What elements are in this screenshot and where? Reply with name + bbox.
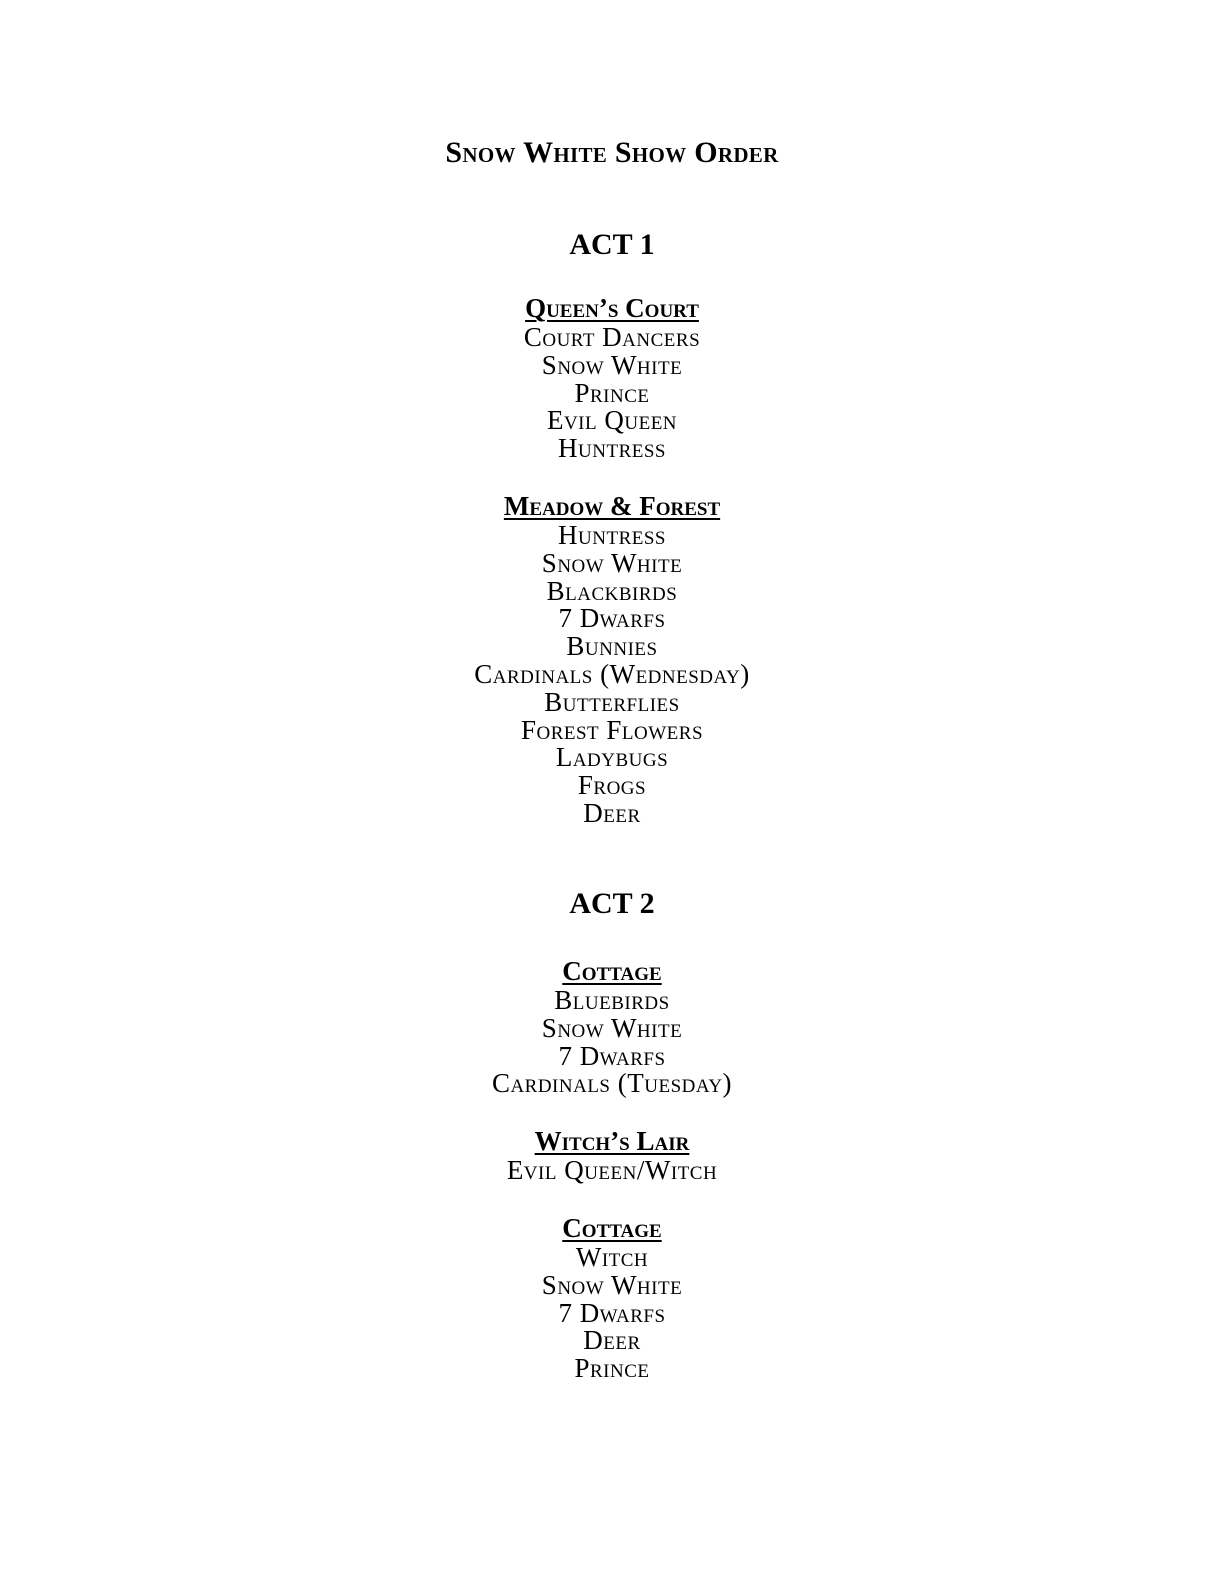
cast-item: Huntress xyxy=(558,433,666,464)
cast-item: Cardinals (Tuesday) xyxy=(491,1068,733,1099)
cast-item: Deer xyxy=(583,797,641,828)
cast-item: Evil Queen xyxy=(546,405,678,436)
cast-list xyxy=(0,1244,1224,1383)
cast-list xyxy=(0,987,1224,1098)
cast-item: Huntress xyxy=(558,520,666,550)
cast-item: Snow White xyxy=(541,1012,683,1043)
cast-item: 7 Dwarfs xyxy=(558,603,666,634)
cast-item: Cardinals (Wednesday) xyxy=(474,658,750,689)
document-title: Snow White Show Order xyxy=(445,136,779,169)
act-2-heading: ACT 2 xyxy=(569,887,655,920)
cast-item: 7 Dwarfs xyxy=(558,1297,666,1328)
act-1-heading: ACT 1 xyxy=(569,228,655,261)
cast-item: Bluebirds xyxy=(554,985,670,1015)
scene-title: Queen’s Court xyxy=(525,293,699,323)
scene-title: Cottage xyxy=(562,1213,662,1243)
cast-item: Ladybugs xyxy=(555,742,669,773)
cast-item: Witch xyxy=(575,1242,649,1272)
scene-title: Witch’s Lair xyxy=(534,1126,690,1156)
cast-item: Evil Queen/Witch xyxy=(506,1155,718,1185)
scene-cottage xyxy=(0,955,1224,1098)
cast-item: Frogs xyxy=(577,770,647,801)
scene-title: Cottage xyxy=(562,956,662,986)
cast-list xyxy=(0,324,1224,463)
cast-item: Forest Flowers xyxy=(520,714,704,745)
cast-item: Blackbirds xyxy=(546,575,678,606)
cast-item: Bunnies xyxy=(566,631,658,662)
cast-item: Deer xyxy=(583,1325,641,1356)
cast-item: 7 Dwarfs xyxy=(558,1040,666,1071)
cast-item: Butterflies xyxy=(544,686,680,717)
scene-queens-court xyxy=(0,292,1224,463)
scene-title: Meadow & Forest xyxy=(503,491,721,521)
cast-item: Court Dancers xyxy=(523,322,701,352)
scene-witchs-lair xyxy=(0,1125,1224,1185)
cast-list xyxy=(0,522,1224,828)
cast-item: Snow White xyxy=(541,547,683,578)
scene-meadow-forest xyxy=(0,490,1224,828)
cast-item: Snow White xyxy=(541,1269,683,1300)
cast-item: Snow White xyxy=(541,349,683,380)
cast-item: Prince xyxy=(574,377,650,408)
cast-list xyxy=(0,1157,1224,1185)
scene-cottage-return xyxy=(0,1212,1224,1383)
cast-item: Prince xyxy=(574,1353,650,1384)
